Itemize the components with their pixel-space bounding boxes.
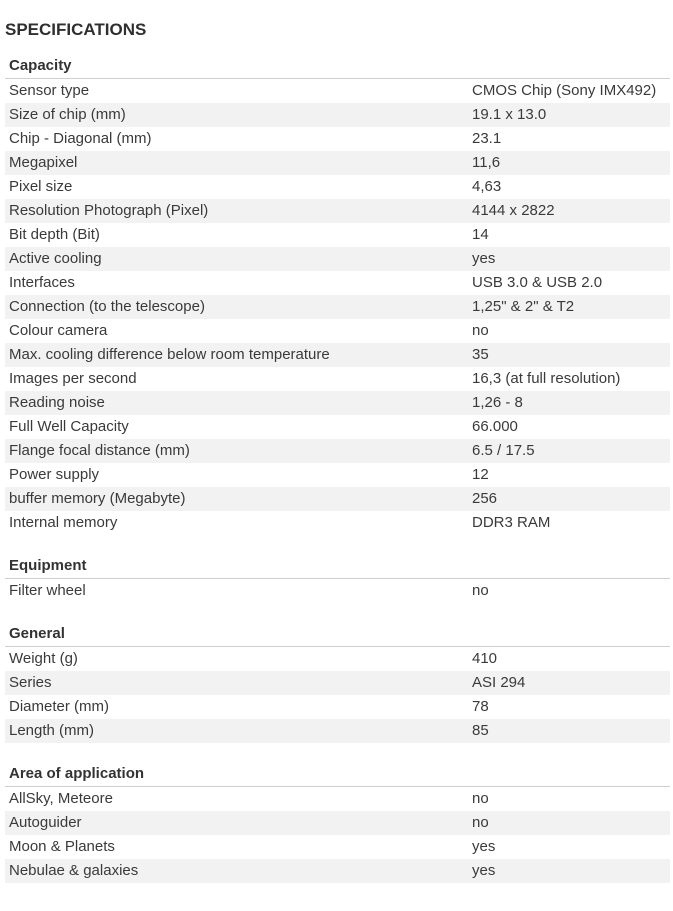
spec-value: 12	[472, 466, 489, 483]
spec-label: Size of chip (mm)	[9, 106, 126, 123]
spec-value: yes	[472, 250, 496, 267]
spec-value: 14	[472, 226, 489, 243]
spec-label: Series	[9, 674, 52, 691]
spec-row	[5, 295, 670, 319]
spec-value: 16,3 (at full resolution)	[472, 370, 621, 387]
spec-label: Connection (to the telescope)	[9, 298, 205, 315]
spec-row	[5, 811, 670, 835]
section-title: Area of application	[5, 761, 670, 787]
spec-row	[5, 463, 670, 487]
spec-row	[5, 367, 670, 391]
spec-label: Moon & Planets	[9, 838, 115, 855]
spec-row	[5, 647, 670, 671]
spec-value: 1,25" & 2" & T2	[472, 298, 575, 315]
spec-row	[5, 859, 670, 883]
spec-value: 19.1 x 13.0	[472, 106, 547, 123]
spec-row	[5, 487, 670, 511]
spec-row	[5, 719, 670, 743]
spec-label: Full Well Capacity	[9, 418, 129, 435]
spec-row	[5, 271, 670, 295]
spec-row	[5, 199, 670, 223]
spec-row	[5, 671, 670, 695]
spec-value: ASI 294	[472, 674, 526, 691]
spec-value: no	[472, 814, 489, 831]
spec-label: Filter wheel	[9, 582, 86, 599]
spec-value: 4,63	[472, 178, 502, 195]
spec-value: no	[472, 790, 489, 807]
spec-label: Sensor type	[9, 82, 90, 99]
section-title: Capacity	[5, 53, 670, 79]
spec-label: Max. cooling difference below room temperature	[9, 346, 330, 363]
page-title: SPECIFICATIONS	[5, 20, 147, 40]
spec-label: Power supply	[9, 466, 100, 483]
spec-row	[5, 787, 670, 811]
section-title: General	[5, 621, 670, 647]
spec-row	[5, 695, 670, 719]
spec-label: Diameter (mm)	[9, 698, 109, 715]
spec-row	[5, 835, 670, 859]
spec-label: Megapixel	[9, 154, 78, 171]
spec-row	[5, 247, 670, 271]
spec-row	[5, 343, 670, 367]
spec-row	[5, 103, 670, 127]
section-title: Equipment	[5, 553, 670, 579]
spec-value: 11,6	[472, 154, 501, 171]
spec-value: 6.5 / 17.5	[472, 442, 535, 459]
spec-label: Chip - Diagonal (mm)	[9, 130, 152, 147]
spec-label: Colour camera	[9, 322, 108, 339]
spec-row	[5, 223, 670, 247]
spec-label: Reading noise	[9, 394, 105, 411]
spec-value: 4144 x 2822	[472, 202, 555, 219]
specifications-table	[5, 53, 670, 883]
spec-label: Pixel size	[9, 178, 73, 195]
spec-label: Weight (g)	[9, 650, 78, 667]
spec-row	[5, 511, 670, 535]
spec-section	[5, 761, 670, 883]
spec-row	[5, 391, 670, 415]
spec-value: yes	[472, 838, 496, 855]
spec-row	[5, 319, 670, 343]
spec-value: DDR3 RAM	[472, 514, 551, 531]
spec-value: 1,26 - 8	[472, 394, 523, 411]
spec-value: 23.1	[472, 130, 502, 147]
spec-section	[5, 53, 670, 535]
spec-value: no	[472, 322, 489, 339]
spec-row	[5, 151, 670, 175]
spec-label: Active cooling	[9, 250, 102, 267]
spec-row	[5, 127, 670, 151]
spec-label: Resolution Photograph (Pixel)	[9, 202, 209, 219]
spec-label: buffer memory (Megabyte)	[9, 490, 186, 507]
spec-value: USB 3.0 & USB 2.0	[472, 274, 603, 291]
spec-label: Nebulae & galaxies	[9, 862, 139, 879]
spec-label: AllSky, Meteore	[9, 790, 113, 807]
spec-label: Flange focal distance (mm)	[9, 442, 190, 459]
spec-row	[5, 175, 670, 199]
spec-value: 78	[472, 698, 489, 715]
spec-row	[5, 79, 670, 103]
spec-value: 256	[472, 490, 498, 507]
spec-label: Interfaces	[9, 274, 75, 291]
spec-row	[5, 439, 670, 463]
spec-section	[5, 621, 670, 743]
spec-section	[5, 553, 670, 603]
spec-label: Length (mm)	[9, 722, 95, 739]
spec-value: 35	[472, 346, 489, 363]
spec-value: no	[472, 582, 489, 599]
spec-value: CMOS Chip (Sony IMX492)	[472, 82, 657, 99]
spec-label: Bit depth (Bit)	[9, 226, 100, 243]
spec-label: Autoguider	[9, 814, 82, 831]
spec-label: Internal memory	[9, 514, 118, 531]
spec-row	[5, 415, 670, 439]
spec-value: yes	[472, 862, 496, 879]
spec-label: Images per second	[9, 370, 137, 387]
spec-row	[5, 579, 670, 603]
spec-value: 410	[472, 650, 498, 667]
spec-value: 85	[472, 722, 489, 739]
spec-value: 66.000	[472, 418, 518, 435]
